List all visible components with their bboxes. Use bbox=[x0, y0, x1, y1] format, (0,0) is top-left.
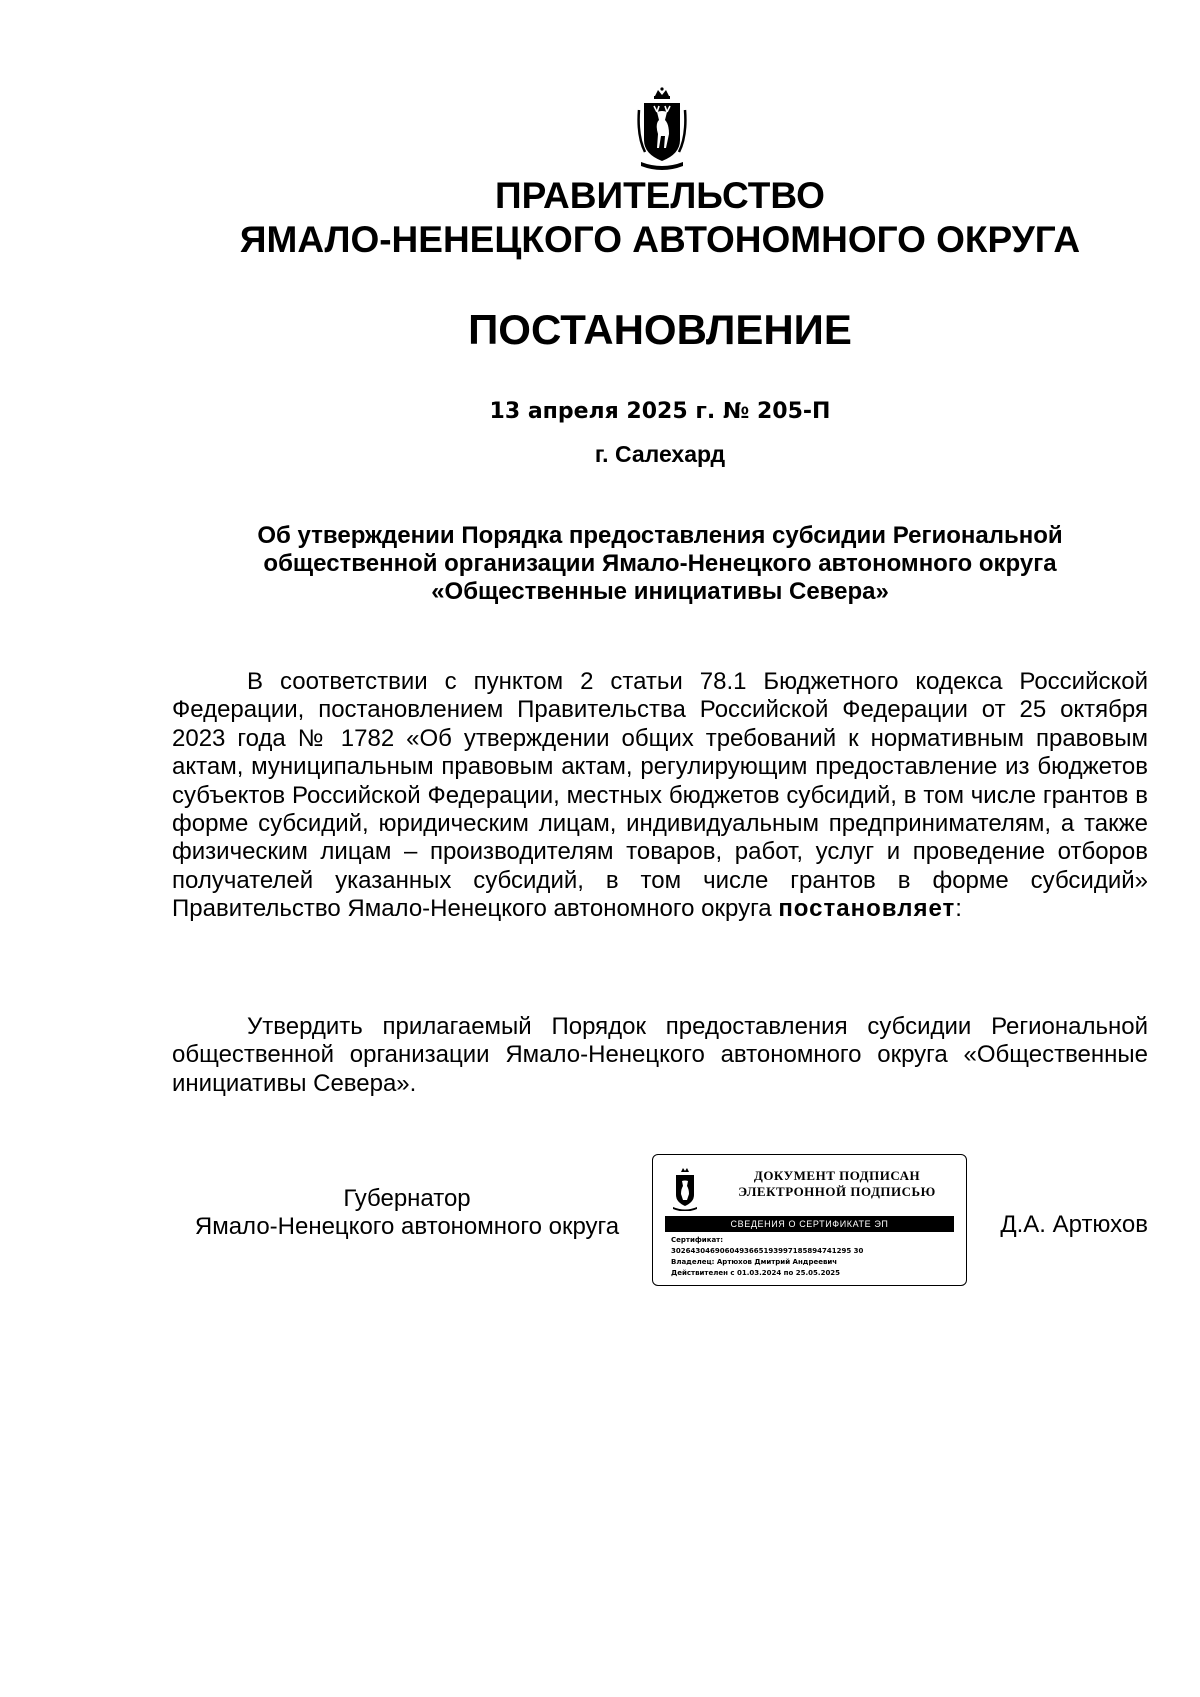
body-paragraph-1-text: В соответствии с пунктом 2 статьи 78.1 Бюджетного кодекса Российской Федерации, постановлением Правительства Российской Федерации от 25 октября 2023 года № 1782 «Об утверждении общих требований к нормативным правовым актам, муниципальным правовым актам, регулирующим предоставление из бюджетов субъектов Российской Федерации, местных бюджетов субсидий, в том числе грантов в форме субсидий, юридическим лицам, индивидуальным предпринимателям, а также физическим лицам – производителям товаров, работ, услуг и проведение отборов получателей указанных субсидий, в том числе грантов в форме субсидий» Правительство Ямало-Ненецкого автономного округа bbox=[172, 668, 1148, 923]
signatory-position-line2: Ямало-Ненецкого автономного округа bbox=[194, 1213, 620, 1240]
stamp-cert-number: 3026430469060493665193997185894741295 30 bbox=[671, 1247, 864, 1255]
org-name-line2: ЯМАЛО-НЕНЕЦКОГО АВТОНОМНОГО ОКРУГА bbox=[239, 219, 1081, 260]
body-paragraph-2: Утвердить прилагаемый Порядок предоставления субсидии Региональной общественной организации Ямало-Ненецкого автономного округа «Общественные инициативы Севера». bbox=[172, 1013, 1148, 1097]
document-title bbox=[170, 522, 1150, 606]
stamp-title-line1: ДОКУМЕНТ ПОДПИСАН bbox=[753, 1168, 921, 1183]
document-title-line2: общественной организации Ямало-Ненецкого автономного округа bbox=[263, 550, 1057, 577]
org-name-line1: ПРАВИТЕЛЬСТВО bbox=[495, 175, 825, 216]
stamp-validity: Действителен с 01.03.2024 по 25.05.2025 bbox=[671, 1269, 841, 1277]
yamal-coat-of-arms-icon bbox=[635, 86, 689, 172]
signatory-position bbox=[172, 1185, 642, 1241]
document-date-number: 13 апреля 2025 г. № 205-П bbox=[489, 399, 831, 424]
stamp-coat-of-arms-icon bbox=[671, 1167, 699, 1211]
body-paragraph-1 bbox=[172, 668, 1148, 924]
stamp-title bbox=[713, 1168, 961, 1200]
signatory-position-line1: Губернатор bbox=[343, 1185, 471, 1212]
stamp-certificate-info bbox=[671, 1235, 863, 1279]
stamp-certificate-bar: СВЕДЕНИЯ О СЕРТИФИКАТЕ ЭП bbox=[665, 1216, 954, 1232]
resolution-keyword: постановляет bbox=[778, 895, 956, 923]
stamp-owner: Владелец: Артюхов Дмитрий Андреевич bbox=[671, 1258, 838, 1266]
signatory-name: Д.А. Артюхов bbox=[1000, 1211, 1148, 1238]
stamp-title-line2: ЭЛЕКТРОННОЙ ПОДПИСЬЮ bbox=[738, 1184, 936, 1199]
resolution-keyword-suffix: : bbox=[955, 895, 962, 923]
document-title-line3: «Общественные инициативы Севера» bbox=[431, 578, 889, 605]
stamp-cert-label: Сертификат: bbox=[671, 1236, 724, 1244]
electronic-signature-stamp bbox=[652, 1154, 967, 1286]
document-city: г. Салехард bbox=[594, 441, 726, 467]
document-title-line1: Об утверждении Порядка предоставления субсидии Региональной bbox=[257, 522, 1063, 549]
document-type: ПОСТАНОВЛЕНИЕ bbox=[468, 306, 852, 353]
